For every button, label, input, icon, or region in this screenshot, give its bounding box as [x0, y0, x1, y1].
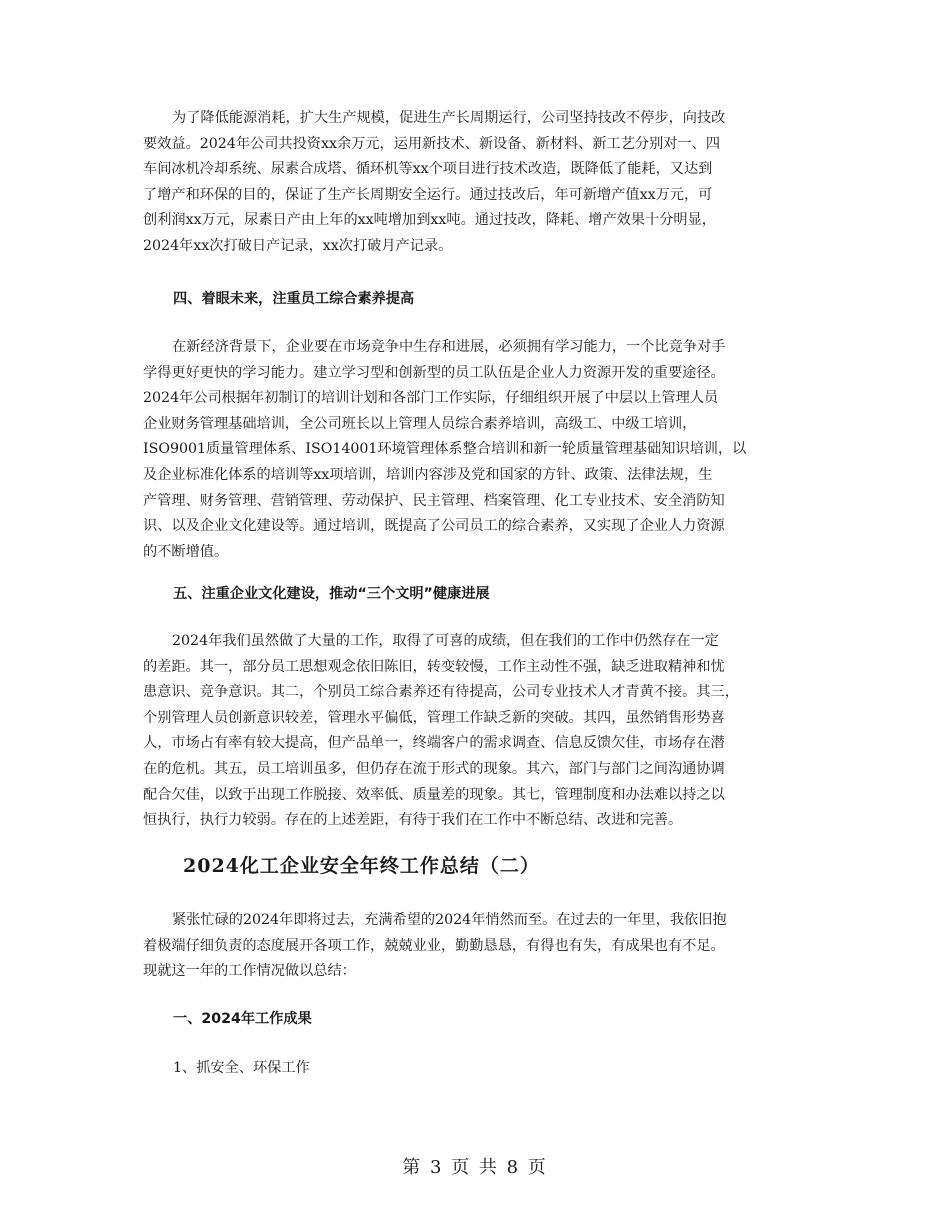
text-line: 学得更好更快的学习能力。建立学习型和创新型的员工队伍是企业人力资源开发的重要途径。	[143, 364, 725, 381]
text-line: 紧张忙碌的2024年即将过去，充满希望的2024年悄然而至。在过去的一年里，我依旧抱	[172, 912, 727, 928]
text-line: 产管理、财务管理、营销管理、劳动保护、民主管理、档案管理、化工专业技术、安全消防知	[143, 492, 725, 509]
section-heading-5: 五、注重企业文化建设，推动“三个文明”健康进展	[173, 586, 490, 602]
sub-item-1: 1、抓安全、环保工作	[173, 1060, 310, 1076]
page-number-footer: 第 3 页 共 8 页	[402, 1157, 548, 1178]
paragraph-shortcomings	[143, 629, 815, 834]
text-line: 的差距。其一，部分员工思想观念依旧陈旧，转变较慢，工作主动性不强，缺乏进取精神和忧	[143, 658, 725, 675]
text-line: 识、以及企业文化建设等。通过培训，既提高了公司员工的综合素养，又实现了企业人力资源	[143, 518, 725, 535]
text-line: 恒执行，执行力较弱。存在的上述差距，有待于我们在工作中不断总结、改进和完善。	[143, 812, 683, 829]
paragraph-tech-upgrade	[143, 106, 815, 260]
text-line: 人，市场占有率有较大提高，但产品单一，终端客户的需求调查、信息反馈欠佳，市场存在潜	[143, 735, 725, 752]
text-line: 要效益。2024年公司共投资xx余万元，运用新技术、新设备、新材料、新工艺分别对一、四	[143, 135, 721, 152]
text-line: 着极端仔细负责的态度展开各项工作，兢兢业业，勤勤恳恳，有得也有失，有成果也有不足。	[143, 937, 725, 954]
text-line: 在新经济背景下，企业要在市场竞争中生存和进展，必须拥有学习能力，一个比竞争对手	[172, 339, 726, 355]
text-line: 个别管理人员创新意识较差，管理水平偏低，管理工作缺乏新的突破。其四，虽然销售形势喜	[143, 709, 725, 726]
text-line: 2024年公司根据年初制订的培训计划和各部门工作实际，仔细组织开展了中层以上管理人员	[143, 390, 719, 407]
text-line: 现就这一年的工作情况做以总结：	[143, 963, 356, 980]
text-line: 配合欠佳，以致于出现工作脱接、效率低、质量差的现象。其七，管理制度和办法难以持之以	[143, 786, 725, 803]
text-line: 车间冰机冷却系统、尿素合成塔、循环机等xx个项目进行技术改造，既降低了能耗，又达到	[143, 161, 713, 178]
text-line: 为了降低能源消耗，扩大生产规模，促进生产长周期运行，公司坚持技改不停步，向技改	[172, 110, 726, 126]
text-line: 患意识、竞争意识。其二，个别员工综合素养还有待提高，公司专业技术人才青黄不接。其三，	[143, 684, 739, 701]
section-heading-4: 四、着眼未来，注重员工综合素养提高	[173, 291, 415, 307]
text-line: 了增产和环保的目的，保证了生产长周期安全运行。通过技改后，年可新增产值xx万元，可	[143, 186, 713, 203]
text-line: 创利润xx万元，尿素日产由上年的xx吨增加到xx吨。通过技改，降耗、增产效果十分明显，	[143, 212, 716, 229]
text-line: 2024年xx次打破日产记录，xx次打破月产记录。	[143, 237, 453, 254]
paragraph-intro	[143, 908, 815, 985]
text-line: 2024年我们虽然做了大量的工作，取得了可喜的成绩，但在我们的工作中仍然存在一定	[172, 633, 719, 649]
document-title: 2024化工企业安全年终工作总结（二）	[183, 855, 540, 877]
text-line: 企业财务管理基础培训，全公司班长以上管理人员综合素养培训，高级工、中级工培训，	[143, 415, 697, 432]
section-heading-1: 一、2024年工作成果	[173, 1011, 312, 1027]
text-line: 及企业标准化体系的培训等xx项培训，培训内容涉及党和国家的方针、政策、法律法规，生	[143, 466, 713, 483]
text-line: 的不断增值。	[143, 543, 229, 560]
text-line: ISO9001质量管理体系、ISO14001环境管理体系整合培训和新一轮质量管理基础知识培训，以	[143, 441, 747, 458]
text-line: 在的危机。其五，员工培训虽多，但仍存在流于形式的现象。其六，部门与部门之间沟通协调	[143, 760, 725, 777]
paragraph-training	[143, 335, 815, 565]
